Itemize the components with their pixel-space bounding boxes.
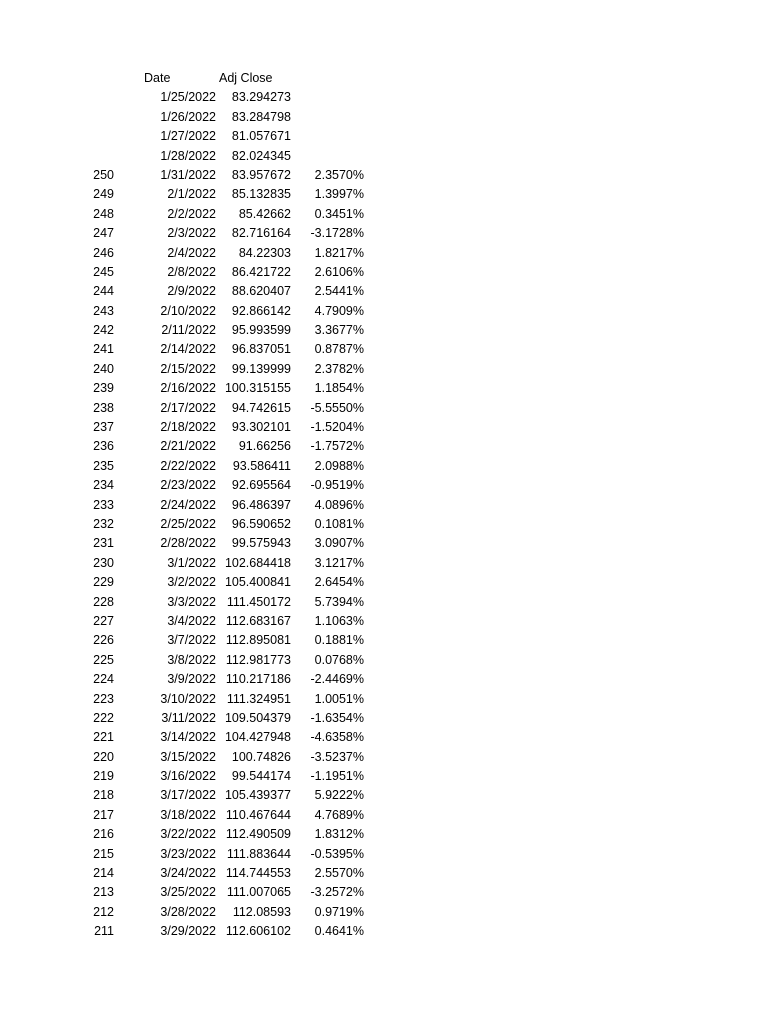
date-cell[interactable]: 2/8/2022 [167,264,216,279]
row-index-cell[interactable]: 238 [93,400,114,415]
table-row [0,244,768,263]
table-row [0,399,768,418]
date-cell[interactable]: 2/23/2022 [160,478,216,493]
date-cell[interactable]: 2/15/2022 [160,361,216,376]
table-row [0,728,768,747]
date-cell[interactable]: 3/14/2022 [160,730,216,745]
row-index-cell[interactable]: 214 [93,866,114,881]
row-index-cell[interactable]: 222 [93,710,114,725]
return-cell[interactable]: 1.1854% [314,381,364,396]
adj-close-cell[interactable]: 96.837051 [231,342,291,357]
date-cell[interactable]: 3/23/2022 [160,846,216,861]
adj-close-cell[interactable]: 88.620407 [231,284,291,299]
return-cell[interactable]: -1.1951% [310,769,364,784]
adj-close-cell[interactable]: 83.957672 [231,167,291,182]
row-index-cell[interactable]: 212 [93,904,114,919]
date-cell[interactable]: 3/28/2022 [160,904,216,919]
adj-close-cell[interactable]: 100.315155 [224,381,291,396]
row-index-cell[interactable]: 221 [93,730,114,745]
return-cell[interactable]: 1.0051% [314,691,364,706]
date-cell[interactable]: 2/21/2022 [160,439,216,454]
return-cell[interactable]: 0.1081% [314,516,364,531]
row-index-cell[interactable]: 241 [93,342,114,357]
table-row [0,806,768,825]
table-row [0,166,768,185]
row-index-cell[interactable]: 243 [93,303,114,318]
adj-close-cell[interactable]: 93.586411 [232,458,291,473]
table-row [0,612,768,631]
date-cell[interactable]: 3/8/2022 [167,652,216,667]
adj-close-cell[interactable]: 111.450172 [226,594,291,609]
table-row [0,321,768,340]
row-index-cell[interactable]: 216 [93,827,114,842]
date-cell[interactable]: 3/29/2022 [160,924,216,939]
row-index-cell[interactable]: 244 [93,284,114,299]
table-row [0,883,768,902]
adj-close-cell[interactable]: 111.324951 [226,691,291,706]
adj-close-cell[interactable]: 83.284798 [231,109,291,124]
row-index-cell[interactable]: 230 [93,555,114,570]
date-cell[interactable]: 2/4/2022 [167,245,216,260]
table-row [0,224,768,243]
date-cell[interactable]: 2/18/2022 [160,420,216,435]
return-cell[interactable]: 2.0988% [314,458,364,473]
table-row [0,437,768,456]
table-row [0,670,768,689]
adj-close-cell[interactable]: 110.467644 [225,807,291,822]
date-cell[interactable]: 2/3/2022 [167,226,216,241]
return-cell[interactable]: 3.1217% [314,555,364,570]
return-cell[interactable]: 1.3997% [314,187,364,202]
date-cell[interactable]: 1/27/2022 [160,129,216,144]
table-row [0,864,768,883]
date-cell[interactable]: 2/24/2022 [160,497,216,512]
return-cell[interactable]: 0.4641% [314,924,364,939]
table-row [0,922,768,941]
table-row [0,690,768,709]
row-index-cell[interactable]: 232 [93,516,114,531]
adj-close-cell[interactable]: 96.590652 [231,516,291,531]
date-cell[interactable]: 3/16/2022 [160,769,216,784]
adj-close-cell[interactable]: 104.427948 [224,730,291,745]
table-row [0,554,768,573]
return-cell[interactable]: 0.0768% [314,652,364,667]
date-cell[interactable]: 3/7/2022 [167,633,216,648]
table-row [0,651,768,670]
return-cell[interactable]: 1.8217% [314,245,364,260]
date-cell[interactable]: 3/3/2022 [167,594,216,609]
date-cell[interactable]: 2/22/2022 [160,458,216,473]
table-row [0,147,768,166]
table-row [0,476,768,495]
table-row [0,748,768,767]
return-cell[interactable]: 1.1063% [314,613,364,628]
table-row [0,631,768,650]
row-index-cell[interactable]: 236 [93,439,114,454]
row-index-cell[interactable]: 235 [93,458,114,473]
return-cell[interactable]: 0.3451% [314,206,364,221]
adj-close-cell[interactable]: 92.695564 [231,478,291,493]
row-index-cell[interactable]: 248 [93,206,114,221]
row-index-cell[interactable]: 217 [93,807,114,822]
date-cell[interactable]: 3/11/2022 [161,710,216,725]
table-row [0,515,768,534]
row-index-cell[interactable]: 219 [93,769,114,784]
table-row [0,767,768,786]
row-index-cell[interactable]: 240 [93,361,114,376]
table-row [0,457,768,476]
table-row [0,340,768,359]
date-cell[interactable]: 3/4/2022 [167,613,216,628]
adj-close-cell[interactable]: 109.504379 [224,710,291,725]
return-cell[interactable]: 2.3782% [314,361,364,376]
date-cell[interactable]: 2/28/2022 [160,536,216,551]
date-cell[interactable]: 1/31/2022 [160,167,216,182]
date-cell[interactable]: 3/25/2022 [160,885,216,900]
date-cell[interactable]: 3/22/2022 [160,827,216,842]
adj-close-cell[interactable]: 100.74826 [231,749,291,764]
table-row [0,88,768,107]
adj-close-header[interactable]: Adj Close [219,71,273,85]
return-cell[interactable]: 4.7689% [314,807,364,822]
adj-close-cell[interactable]: 112.895081 [225,633,291,648]
adj-close-cell[interactable]: 112.08593 [232,904,291,919]
adj-close-cell[interactable]: 82.716164 [231,226,291,241]
date-cell[interactable]: 2/10/2022 [160,303,216,318]
table-row [0,302,768,321]
table-row [0,418,768,437]
adj-close-cell[interactable]: 86.421722 [231,264,291,279]
adj-close-cell[interactable]: 112.606102 [225,924,291,939]
adj-close-cell[interactable]: 102.684418 [224,555,291,570]
adj-close-cell[interactable]: 81.057671 [231,129,291,144]
adj-close-cell[interactable]: 110.217186 [225,672,291,687]
date-cell[interactable]: 2/25/2022 [160,516,216,531]
row-index-cell[interactable]: 245 [93,264,114,279]
adj-close-cell[interactable]: 99.575943 [231,536,291,551]
table-row [0,282,768,301]
row-index-cell[interactable]: 223 [93,691,114,706]
return-cell[interactable]: 2.5441% [314,284,364,299]
adj-close-cell[interactable]: 112.490509 [225,827,291,842]
date-cell[interactable]: 1/25/2022 [160,90,216,105]
row-index-cell[interactable]: 229 [93,575,114,590]
adj-close-cell[interactable]: 112.981773 [225,652,291,667]
return-cell[interactable]: 0.1881% [314,633,364,648]
row-index-cell[interactable]: 220 [93,749,114,764]
return-cell[interactable]: 0.9719% [314,904,364,919]
date-cell[interactable]: 1/26/2022 [160,109,216,124]
row-index-cell[interactable]: 224 [93,672,114,687]
return-cell[interactable]: 2.3570% [314,167,364,182]
row-index-cell[interactable]: 242 [93,323,114,338]
table-row [0,496,768,515]
date-cell[interactable]: 1/28/2022 [160,148,216,163]
row-index-cell[interactable]: 227 [93,613,114,628]
return-cell[interactable]: -1.7572% [310,439,364,454]
date-cell[interactable]: 3/24/2022 [160,866,216,881]
table-row [0,205,768,224]
date-cell[interactable]: 2/1/2022 [167,187,216,202]
adj-close-cell[interactable]: 93.302101 [231,420,291,435]
date-cell[interactable]: 2/16/2022 [160,381,216,396]
table-row [0,709,768,728]
return-cell[interactable]: -3.2572% [310,885,364,900]
date-cell[interactable]: 2/9/2022 [167,284,216,299]
header-row [0,69,768,88]
row-index-cell[interactable]: 225 [93,652,114,667]
return-cell[interactable]: -5.5550% [310,400,364,415]
row-index-cell[interactable]: 211 [94,924,114,939]
row-index-cell[interactable]: 233 [93,497,114,512]
adj-close-cell[interactable]: 111.883644 [226,846,291,861]
row-index-cell[interactable]: 249 [93,187,114,202]
return-cell[interactable]: 4.0896% [314,497,364,512]
table-row [0,825,768,844]
return-cell[interactable]: -2.4469% [310,672,364,687]
row-index-cell[interactable]: 246 [93,245,114,260]
adj-close-cell[interactable]: 112.683167 [225,613,291,628]
row-index-cell[interactable]: 226 [93,633,114,648]
table-row [0,593,768,612]
spreadsheet [0,69,768,942]
return-cell[interactable]: -1.6354% [310,710,364,725]
table-row [0,360,768,379]
adj-close-cell[interactable]: 94.742615 [231,400,291,415]
adj-close-cell[interactable]: 95.993599 [231,323,291,338]
date-cell[interactable]: 3/15/2022 [160,749,216,764]
row-index-cell[interactable]: 215 [93,846,114,861]
row-index-cell[interactable]: 234 [93,478,114,493]
adj-close-cell[interactable]: 99.544174 [231,769,291,784]
table-row [0,185,768,204]
return-cell[interactable]: 2.5570% [314,866,364,881]
return-cell[interactable]: 3.0907% [314,536,364,551]
table-row [0,108,768,127]
adj-close-cell[interactable]: 84.22303 [238,245,291,260]
data-rows [0,88,768,941]
date-cell[interactable]: 2/17/2022 [160,400,216,415]
return-cell[interactable]: -3.1728% [310,226,364,241]
table-row [0,845,768,864]
row-index-cell[interactable]: 213 [93,885,114,900]
return-cell[interactable]: -0.5395% [310,846,364,861]
date-cell[interactable]: 3/1/2022 [167,555,216,570]
return-cell[interactable]: 5.7394% [314,594,364,609]
return-cell[interactable]: 3.3677% [314,323,364,338]
adj-close-cell[interactable]: 105.400841 [224,575,291,590]
adj-close-cell[interactable]: 83.294273 [231,90,291,105]
date-cell[interactable]: 3/17/2022 [160,788,216,803]
return-cell[interactable]: 0.8787% [314,342,364,357]
row-index-cell[interactable]: 218 [93,788,114,803]
date-cell[interactable]: 3/18/2022 [160,807,216,822]
date-cell[interactable]: 2/14/2022 [160,342,216,357]
row-index-cell[interactable]: 237 [93,420,114,435]
adj-close-cell[interactable]: 114.744553 [225,866,291,881]
adj-close-cell[interactable]: 82.024345 [231,148,291,163]
date-cell[interactable]: 2/11/2022 [161,323,216,338]
row-index-cell[interactable]: 239 [93,381,114,396]
adj-close-cell[interactable]: 105.439377 [224,788,291,803]
return-cell[interactable]: 2.6454% [314,575,364,590]
adj-close-cell[interactable]: 92.866142 [231,303,291,318]
return-cell[interactable]: 1.8312% [314,827,364,842]
adj-close-cell[interactable]: 99.139999 [231,361,291,376]
date-cell[interactable]: 2/2/2022 [167,206,216,221]
return-cell[interactable]: 5.9222% [314,788,364,803]
return-cell[interactable]: -3.5237% [310,749,364,764]
adj-close-cell[interactable]: 91.66256 [238,439,291,454]
return-cell[interactable]: 2.6106% [314,264,364,279]
adj-close-cell[interactable]: 111.007065 [226,885,291,900]
table-row [0,573,768,592]
table-row [0,786,768,805]
adj-close-cell[interactable]: 96.486397 [231,497,291,512]
return-cell[interactable]: -1.5204% [310,420,364,435]
table-row [0,263,768,282]
table-row [0,379,768,398]
return-cell[interactable]: -0.9519% [310,478,364,493]
table-row [0,903,768,922]
date-cell[interactable]: 3/10/2022 [160,691,216,706]
date-header[interactable]: Date [144,71,171,85]
return-cell[interactable]: -4.6358% [310,730,364,745]
adj-close-cell[interactable]: 85.42662 [238,206,291,221]
table-row [0,534,768,553]
date-cell[interactable]: 3/2/2022 [167,575,216,590]
adj-close-cell[interactable]: 85.132835 [231,187,291,202]
return-cell[interactable]: 4.7909% [314,303,364,318]
row-index-cell[interactable]: 250 [93,167,114,182]
date-cell[interactable]: 3/9/2022 [167,672,216,687]
row-index-cell[interactable]: 247 [93,226,114,241]
row-index-cell[interactable]: 231 [93,536,114,551]
row-index-cell[interactable]: 228 [93,594,114,609]
table-row [0,127,768,146]
